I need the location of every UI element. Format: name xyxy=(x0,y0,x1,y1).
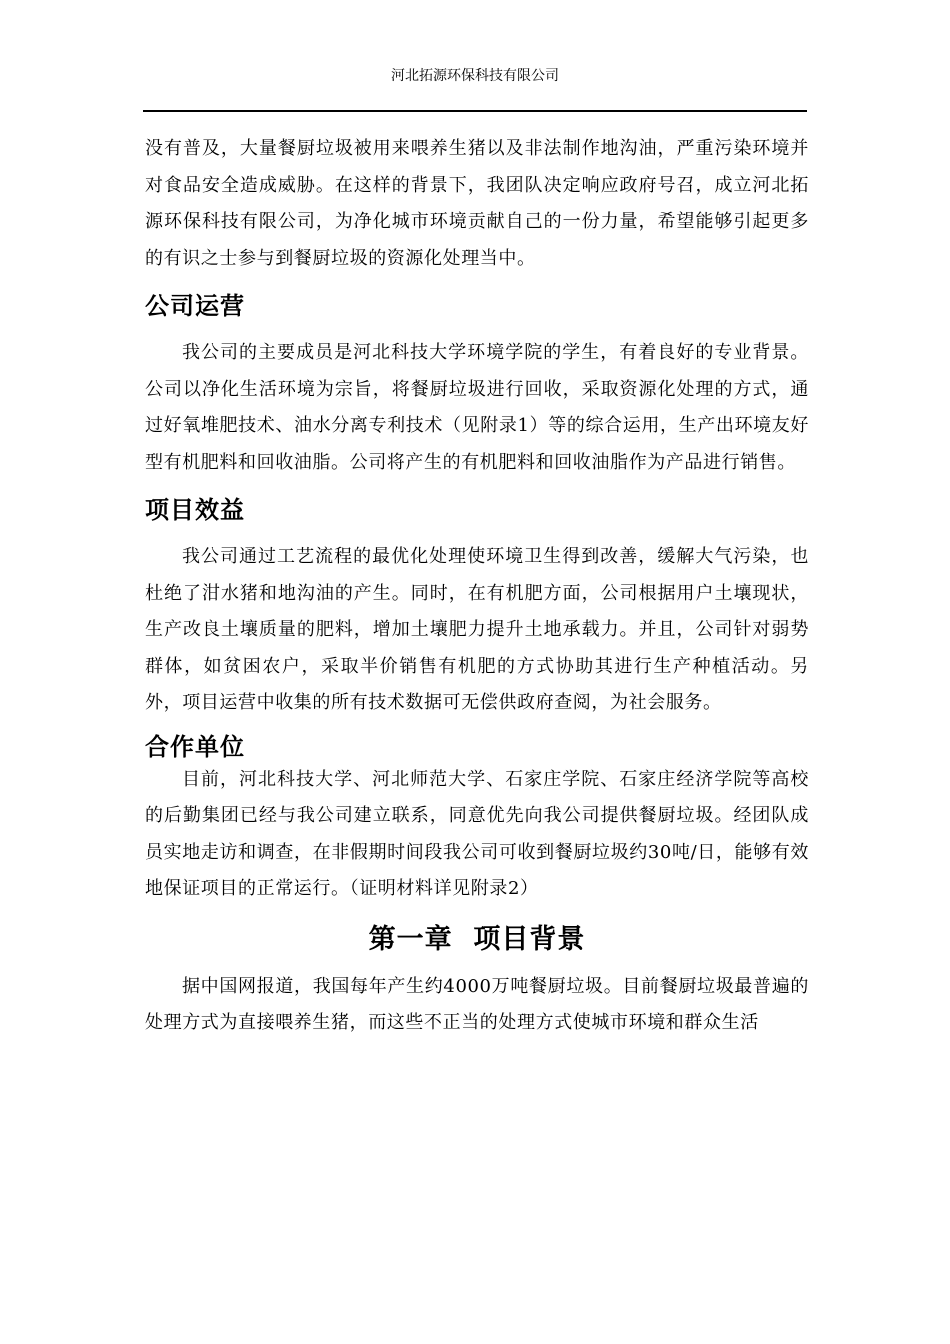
section-heading-operations: 公司运营 xyxy=(145,292,245,320)
intro-paragraph: 没有普及，大量餐厨垃圾被用来喂养生猪以及非法制作地沟油，严重污染环境并对食品安全造成威胁。在这样的背景下，我团队决定响应政府号召，成立河北拓源环保科技有限公司，为净化城市环境贡献自己的一份力量，希望能够引起更多的有识之士参与到餐厨垃圾的资源化处理当中。 xyxy=(145,138,809,269)
partners-paragraph: 目前，河北科技大学、河北师范大学、石家庄学院、石家庄经济学院等高校的后勤集团已经与我公司建立联系，同意优先向我公司提供餐厨垃圾。经团队成员实地走访和调查，在非假期时间段我公司可收到餐厨垃圾约30吨/日，能够有效地保证项目的正常运行。（证明材料详见附录2） xyxy=(145,768,809,899)
section-heading-benefits: 项目效益 xyxy=(145,496,245,524)
document-body xyxy=(145,131,809,1042)
header-divider xyxy=(143,110,807,112)
benefits-paragraph: 我公司通过工艺流程的最优化处理使环境卫生得到改善，缓解大气污染，也杜绝了泔水猪和地沟油的产生。同时，在有机肥方面，公司根据用户土壤现状，生产改良土壤质量的肥料，增加土壤肥力提升土地承载力。并且，公司针对弱势群体，如贫困农户，采取半价销售有机肥的方式协助其进行生产种植活动。另外，项目运营中收集的所有技术数据可无偿供政府查阅，为社会服务。 xyxy=(145,546,809,713)
operations-paragraph: 我公司的主要成员是河北科技大学环境学院的学生，有着良好的专业背景。公司以净化生活环境为宗旨，将餐厨垃圾进行回收，采取资源化处理的方式，通过好氧堆肥技术、油水分离专利技术（见附录1）等的综合运用，生产出环境友好型有机肥料和回收油脂。公司将产生的有机肥料和回收油脂作为产品进行销售。 xyxy=(145,342,809,473)
chapter-paragraph: 据中国网报道，我国每年产生约4000万吨餐厨垃圾。目前餐厨垃圾最普遍的处理方式为直接喂养生猪，而这些不正当的处理方式使城市环境和群众生活 xyxy=(145,975,809,1033)
chapter-title: 第一章 项目背景 xyxy=(368,923,586,955)
page-header: 河北拓源环保科技有限公司 xyxy=(391,68,559,84)
section-heading-partners: 合作单位 xyxy=(145,732,245,761)
